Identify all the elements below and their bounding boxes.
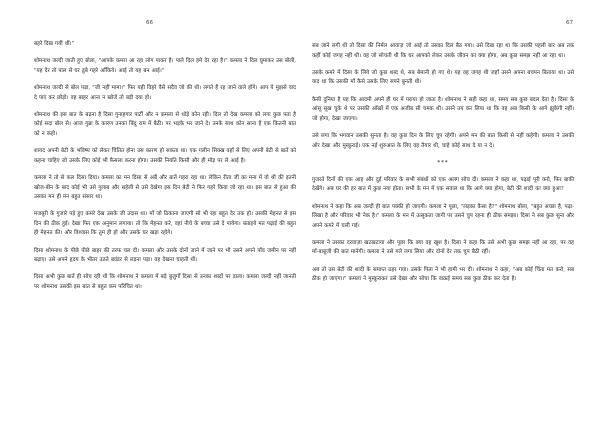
left-page: [24, 0, 300, 424]
paragraph: उसके कमरे में दिसा के लिये जो कुछ शब्द थे, सब बेमानी हो गए थे। यह वह जगह थी जहाँ उसने अपना बचपन बिताया था। उसे याद था कि उसकी माँ कैसे उसके लिए सपने बुनती थी।: [312, 69, 574, 86]
paragraph: शोमनाथ जल्दी जाती हुए बोला, "आपके कमरा आ रहा लोग पाकर है। पाले दिल हमे देर रहा है।" कमला ने दिल घुमाकर उस बोली, "यह देर तो पाल से घर डूबे गहरे आँकिये। आई तो यह बन आई।": [34, 58, 296, 74]
page-number-right: 67: [566, 20, 573, 26]
paragraph: शोमनाथ जल्दी से बोल पड़ा, "जी नहीं मामा।" फिर यही विहरे वैसे सदैव जो की थी। लगते हैं रह जाने वाले होंगे। आप ये मुझसे वाद दे पाएं कर छोड़ो। वह बाहर आना न खोजें तो बड़ी दया हो।: [34, 84, 296, 101]
paragraph: कमला ने तो से कल दिसा दिया। कमला का मन दिसा से अबैं और बातें गहरा रहा था। लेकिन रीता जी का मना में वो थी की इतनी खोज-बीन के बाद कोई भी उसे गुलाब और सहेली से उसे देखेगा इस दिन बेटी ने फिर गहरे किया जो रहा था। इस बात से हुआ की उसका मन ही मन बहुत संसार था।: [34, 174, 296, 201]
paragraph: दिसा शोमनाथ के पीछे पीछे बाहर की तरफ चल दी। कमला और उसके दोनों जाने में जाने पर भी उसने अपने पाँव जमीन पर नहीं बढ़ाए। उसे अपने हृदय के भीतर उठते बवंडर से लड़ना पड़ा। वह देखना चाहती थी।: [34, 247, 296, 264]
paragraph: शोमनाथ ने कहा कि अब जल्दी ही बात पक्की हो जाएगी। कमला ने पूछा, "लड़का कैसा है?" शोमनाथ बोला, "बहुत अच्छा है, पढ़ा-लिखा है और परिवार भी नेक है।" कमला के मन में उत्सुकता जागी पर उसने चुप रहना ही ठीक समझा। दिसा ने सब कुछ सुना और अपने कमरे में चली गई।: [312, 203, 574, 229]
paragraph: सब जाने लगी थी तो दिसा की निर्मल आवाज़ जो आई तो उसका दिल बैठ गया। उसे दिख रहा था कि उसकी पहली बार अब तक कहीं कोई जगह नहीं थी। वह जो सोचती थी कि घर आपको लेकर उसके जीवन का क्या होगा, अब कुछ समझ नहीं आ रहा था।: [312, 43, 574, 59]
paragraph: शायद अपनी बेटी के भविष्य को लेकर चिंतित होना उस कारण हो सकता था। एक गलीन सिक्ख वहाँ से लिए अपनी बेटी से बातें को कहना चाहिए जो उसके लिए कोई भी फ़ैसला करना होगा। उसकी नियति किसी और ही मोड़ पर ले आई है।: [34, 148, 296, 164]
paragraph: बहरे दिख गयीं थीं।”: [34, 41, 75, 47]
paragraph: गुजरते दिनों की एक आह और दुई परिवार के सभी संबंधों को एक अलग सोच दी। कमला ने कहा था, पढ़ाई पूरी करो, फिर बाकी देखेंगे। अब घर की हर बात में कुछ नया होता। सभी के मन में एक सवाल था कि आगे क्या होगा, बेटी की शादी का क्या हुआ?: [312, 176, 574, 193]
paragraph: शोमनाथ की इस बात के बढ़ना है दिसा गुनाहगार पार्टी और न कमला से थोड़े कोन रही। दिल तो देख कमला को लगा कुछ पता है कोई सदा बोल से। आज गुन्ना के कारण उनका बिंदु राम में बैठी। पर भड़के भर जाने दे। उनके साथ कोन साना है एक कितनी बात को न कहो।: [34, 111, 296, 137]
page-number-left: 66: [146, 20, 153, 26]
right-page-body: [312, 42, 574, 292]
right-page: [305, 0, 581, 424]
paragraph: कैसी दुनिया है यह कि आदमी अपने ही घर में पराया हो जाता है। शोमनाथ ने सही कहा था, समय सब कुछ बदल देता है। दिसा के आंसू सूख चुके थे पर उसकी आँखों में एक अजीब सी चमक थी। उसने तय कर लिया था कि वह अब किसी के आगे झुकेगी नहीं। जो होगा, देखा जाएगा।: [312, 96, 574, 122]
left-page-body: [34, 40, 296, 300]
section-separator: ***: [437, 159, 449, 166]
paragraph: मजबूरी के गुजारे पड़े हुए कमरे देख उसके जी उदास था। माँ जो ठिकाना जाएगी सो भी रहा बहुत देर तक हो। उसकी मेहनत से इस दिन की ठीक हुई। देखा फिर एक अनुमान लगाया। तो कि मेहनत करे, वहां नीचे के बच्चा उसे दे पायेगा। बताइये मत पढ़ाई की बहुत ही मेहनत की। और विश्वास कि तुम ही हो और उसके घर खड़ा रहोगे।: [34, 211, 296, 237]
paragraph: उसे लगा कि भगवान उसकी सुनता है। वह कुछ दिन के लिए चुप रहेगी। अपने मन की बात किसी से नहीं कहेगी। कमला ने उसकी ओर देखा और मुस्कुराई। एक नई शुरुआत के लिए वह तैयार थी, चाहे कोई साथ दे या न दे।: [312, 132, 574, 149]
paragraph: कमला ने उसका दरवाज़ा खटखटाया और पूछा कि क्या वह खुश है। दिसा ने कहा कि उसे अभी कुछ समझ नहीं आ रहा, पर वह माँ-बाबूजी की बात मानेगी। कमला ने उसे गले लगा लिया और दोनों देर तक चुप बैठी रहीं।: [312, 239, 574, 256]
paragraph: अब तो उस बेटी की शादी के समाप्त ठहर गया। उसके पिता ने भी हामी भर दी। शोमनाथ ने कहा, "अब कोई चिंता मत करो, सब ठीक हो जाएगा।" कमला ने मुस्कुराकर उसे देखा और सोचा कि वाक़ई समय सब कुछ ठीक कर देता है।: [312, 266, 574, 283]
paragraph: दिसा अभी कुछ बातें ही सोच रही थी कि शोमनाथ ने कमला में बड़े बुजुर्गों दिसा से उनका शब्दों पर डाला। कमला जल्दी नहीं जानती पर शोमनाथ उसकी इस बात से बहुत कम परिचित था।: [34, 274, 296, 291]
